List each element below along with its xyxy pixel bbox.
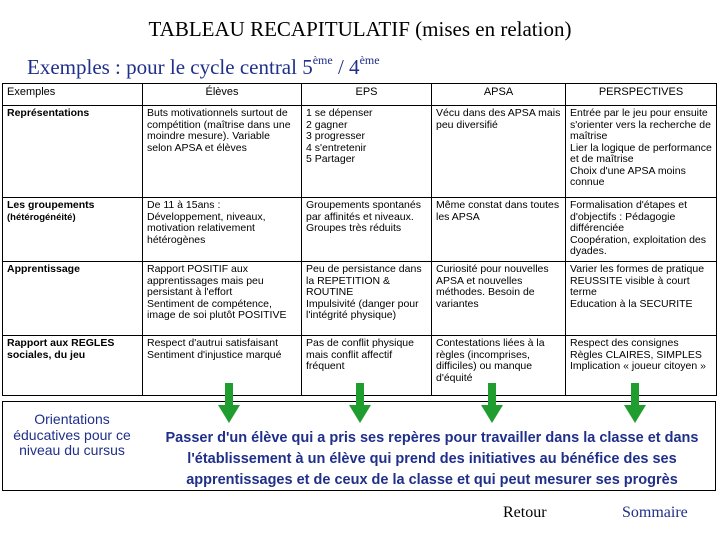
down-arrow-icon bbox=[218, 383, 240, 423]
table-row bbox=[3, 262, 717, 336]
table-cell: Varier les formes de pratique REUSSITE visible à court terme Education à la SECURITE bbox=[566, 262, 717, 336]
column-header: EPS bbox=[302, 84, 432, 106]
row-header bbox=[3, 198, 143, 262]
subtitle-sup-4: ème bbox=[359, 53, 380, 67]
table-cell: Formalisation d'étapes et d'objectifs : Pédagogie différenciée Coopération, exploitation des dyades. bbox=[566, 198, 717, 262]
row-header bbox=[3, 106, 143, 198]
back-link[interactable]: Retour bbox=[503, 504, 547, 521]
table-row bbox=[3, 198, 717, 262]
row-label: Représentations bbox=[7, 107, 90, 119]
table-cell: 1 se dépenser 2 gagner 3 progresser 4 s'entretenir 5 Partager bbox=[302, 106, 432, 198]
row-sublabel: (hétérogénéité) bbox=[7, 211, 76, 223]
page-subtitle bbox=[27, 55, 380, 80]
subtitle-separator: / 4 bbox=[332, 55, 360, 79]
table-cell: Entrée par le jeu pour ensuite s'orienter vers la recherche de maîtrise Lier la logique de performance et de maîtrise Choix d'une APSA moins connue bbox=[566, 106, 717, 198]
down-arrow-icon bbox=[481, 383, 503, 423]
down-arrow-icon bbox=[349, 383, 371, 423]
table-cell: Curiosité pour nouvelles APSA et nouvelles méthodes. Besoin de variantes bbox=[432, 262, 566, 336]
table-row bbox=[3, 106, 717, 198]
table-header-row bbox=[3, 84, 717, 106]
table-cell: Contestations liées à la règles (incomprises, difficiles) ou manque d'équité bbox=[432, 336, 566, 396]
table-cell: Pas de conflit physique mais conflit affectif fréquent bbox=[302, 336, 432, 396]
table-cell: De 11 à 15ans : Développement, niveaux, motivation relativement hétérogènes bbox=[143, 198, 302, 262]
row-header bbox=[3, 262, 143, 336]
table-cell: Même constat dans toutes les APSA bbox=[432, 198, 566, 262]
summary-link[interactable]: Sommaire bbox=[622, 504, 688, 521]
column-header: Exemples bbox=[3, 84, 143, 106]
table-cell: Respect d'autrui satisfaisant Sentiment d'injustice marqué bbox=[143, 336, 302, 396]
table-cell: Vécu dans des APSA mais peu diversifié bbox=[432, 106, 566, 198]
table-cell: Peu de persistance dans la REPETITION & ROUTINE Impulsivité (danger pour l'intégrité physique) bbox=[302, 262, 432, 336]
row-label: Apprentissage bbox=[7, 263, 80, 275]
row-label: Rapport aux REGLES sociales, du jeu bbox=[7, 337, 115, 361]
table-cell: Buts motivationnels surtout de compétition (maîtrise dans une moindre mesure). Variable selon APSA et élèves bbox=[143, 106, 302, 198]
table-cell: Respect des consignes Règles CLAIRES, SIMPLES Implication « joueur citoyen » bbox=[566, 336, 717, 396]
orientations-label: Orientations éducatives pour ce niveau du cursus bbox=[13, 411, 131, 458]
summary-table bbox=[2, 83, 717, 396]
page-title: TABLEAU RECAPITULATIF (mises en relation) bbox=[148, 17, 572, 41]
table-cell: Groupements spontanés par affinités et niveaux. Groupes très réduits bbox=[302, 198, 432, 262]
column-header: APSA bbox=[432, 84, 566, 106]
table-cell: Rapport POSITIF aux apprentissages mais peu persistant à l'effort Sentiment de compétence, image de soi plutôt POSITIVE bbox=[143, 262, 302, 336]
subtitle-sup-5: ème bbox=[312, 53, 333, 67]
column-header: PERSPECTIVES bbox=[566, 84, 717, 106]
row-label: Les groupements bbox=[7, 199, 95, 211]
subtitle-text: Exemples : pour le cycle central 5 bbox=[27, 55, 313, 79]
orientation-message: Passer d'un élève qui a pris ses repères pour travailler dans la classe et dans l'établissement à un élève qui prend des initiatives au bénéfice des ses apprentissages et de ceux de la classe et qui peut mesurer ses progrès bbox=[165, 430, 699, 488]
row-header bbox=[3, 336, 143, 396]
column-header: Élèves bbox=[143, 84, 302, 106]
down-arrow-icon bbox=[624, 383, 646, 423]
